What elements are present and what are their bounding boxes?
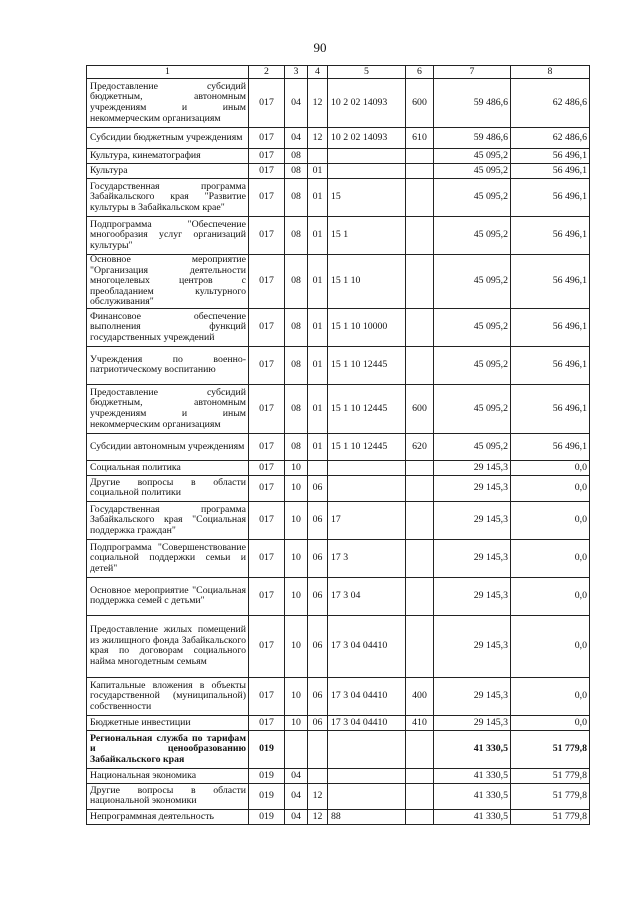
row-subsection: 06 — [308, 577, 328, 615]
row-subsection — [308, 768, 328, 783]
row-amount-col8: 0,0 — [511, 615, 590, 677]
row-ministry-code: 017 — [249, 308, 285, 346]
row-target-article: 17 3 04 — [328, 577, 406, 615]
row-ministry-code: 017 — [249, 715, 285, 730]
row-amount-col8: 51 779,8 — [511, 768, 590, 783]
row-amount-col8: 0,0 — [511, 677, 590, 715]
table-row — [87, 809, 590, 824]
table-row — [87, 149, 590, 164]
row-expense-type: 620 — [406, 433, 434, 460]
row-amount-col7: 45 095,2 — [434, 217, 511, 255]
row-expense-type — [406, 615, 434, 677]
row-amount-col8: 51 779,8 — [511, 783, 590, 809]
row-subsection: 06 — [308, 539, 328, 577]
row-amount-col7: 41 330,5 — [434, 768, 511, 783]
row-amount-col8: 56 496,1 — [511, 164, 590, 179]
row-name: Непрограммная деятельность — [87, 809, 249, 824]
row-name: Другие вопросы в области социальной политики — [87, 475, 249, 501]
row-amount-col8: 56 496,1 — [511, 255, 590, 309]
row-target-article — [328, 475, 406, 501]
row-amount-col7: 41 330,5 — [434, 730, 511, 768]
row-expense-type — [406, 164, 434, 179]
row-section: 04 — [285, 809, 308, 824]
row-target-article: 10 2 02 14093 — [328, 128, 406, 149]
table-row — [87, 783, 590, 809]
row-amount-col8: 0,0 — [511, 475, 590, 501]
row-expense-type: 600 — [406, 384, 434, 433]
row-target-article: 15 1 10 — [328, 255, 406, 309]
row-amount-col8: 0,0 — [511, 539, 590, 577]
row-name: Государственная программа Забайкальского края "Развитие культуры в Забайкальском крае" — [87, 179, 249, 217]
row-expense-type — [406, 308, 434, 346]
row-section: 08 — [285, 217, 308, 255]
row-expense-type — [406, 475, 434, 501]
row-name: Подпрограмма "Совершенствование социальной поддержки семьи и детей" — [87, 539, 249, 577]
row-target-article: 17 3 04 04410 — [328, 615, 406, 677]
table-row — [87, 346, 590, 384]
row-subsection — [308, 149, 328, 164]
row-amount-col8: 56 496,1 — [511, 217, 590, 255]
row-section: 08 — [285, 149, 308, 164]
row-amount-col8: 56 496,1 — [511, 384, 590, 433]
row-subsection — [308, 460, 328, 475]
column-header: 2 — [249, 66, 285, 79]
row-subsection: 12 — [308, 809, 328, 824]
table-row — [87, 128, 590, 149]
row-section: 08 — [285, 346, 308, 384]
row-section: 08 — [285, 164, 308, 179]
row-amount-col8: 62 486,6 — [511, 128, 590, 149]
row-target-article: 17 3 — [328, 539, 406, 577]
row-subsection: 06 — [308, 501, 328, 539]
row-target-article — [328, 149, 406, 164]
row-amount-col8: 56 496,1 — [511, 433, 590, 460]
row-ministry-code: 017 — [249, 149, 285, 164]
row-subsection: 01 — [308, 164, 328, 179]
row-ministry-code: 019 — [249, 809, 285, 824]
row-ministry-code: 017 — [249, 128, 285, 149]
table-row — [87, 730, 590, 768]
table-row — [87, 715, 590, 730]
row-section — [285, 730, 308, 768]
row-section: 04 — [285, 783, 308, 809]
row-subsection: 01 — [308, 433, 328, 460]
column-header: 7 — [434, 66, 511, 79]
table-row — [87, 164, 590, 179]
row-amount-col7: 29 145,3 — [434, 677, 511, 715]
row-name: Учреждения по военно-патриотическому воспитанию — [87, 346, 249, 384]
row-ministry-code: 017 — [249, 539, 285, 577]
table-row — [87, 308, 590, 346]
row-subsection: 12 — [308, 79, 328, 128]
budget-table — [86, 65, 590, 825]
row-amount-col8: 56 496,1 — [511, 308, 590, 346]
row-target-article — [328, 164, 406, 179]
row-subsection: 06 — [308, 677, 328, 715]
row-expense-type: 410 — [406, 715, 434, 730]
row-target-article — [328, 460, 406, 475]
row-name: Региональная служба по тарифам и ценообразованию Забайкальского края — [87, 730, 249, 768]
table-row — [87, 475, 590, 501]
row-name: Финансовое обеспечение выполнения функций государственных учреждений — [87, 308, 249, 346]
row-amount-col8: 56 496,1 — [511, 179, 590, 217]
row-section: 04 — [285, 768, 308, 783]
row-subsection: 01 — [308, 384, 328, 433]
row-amount-col8: 51 779,8 — [511, 809, 590, 824]
row-subsection: 01 — [308, 308, 328, 346]
row-ministry-code: 019 — [249, 730, 285, 768]
row-name: Предоставление субсидий бюджетным, автономным учреждениям и иным некоммерческим организациям — [87, 384, 249, 433]
row-name: Подпрограмма "Обеспечение многообразия услуг организаций культуры" — [87, 217, 249, 255]
row-target-article: 15 1 10 12445 — [328, 384, 406, 433]
row-name: Предоставление субсидий бюджетным, автономным учреждениям и иным некоммерческим организациям — [87, 79, 249, 128]
row-expense-type — [406, 255, 434, 309]
row-ministry-code: 017 — [249, 346, 285, 384]
row-ministry-code: 017 — [249, 164, 285, 179]
row-section: 10 — [285, 715, 308, 730]
row-amount-col7: 29 145,3 — [434, 460, 511, 475]
row-name: Субсидии бюджетным учреждениям — [87, 128, 249, 149]
row-amount-col7: 45 095,2 — [434, 164, 511, 179]
row-subsection: 12 — [308, 783, 328, 809]
row-target-article — [328, 768, 406, 783]
row-amount-col7: 45 095,2 — [434, 255, 511, 309]
row-expense-type: 610 — [406, 128, 434, 149]
row-ministry-code: 017 — [249, 79, 285, 128]
row-section: 10 — [285, 577, 308, 615]
row-name: Государственная программа Забайкальского края "Социальная поддержка граждан" — [87, 501, 249, 539]
column-header: 6 — [406, 66, 434, 79]
row-expense-type — [406, 730, 434, 768]
row-amount-col7: 29 145,3 — [434, 615, 511, 677]
row-target-article: 15 1 10 12445 — [328, 433, 406, 460]
row-ministry-code: 017 — [249, 433, 285, 460]
row-amount-col7: 45 095,2 — [434, 433, 511, 460]
row-amount-col7: 41 330,5 — [434, 783, 511, 809]
row-expense-type — [406, 768, 434, 783]
column-header: 4 — [308, 66, 328, 79]
row-expense-type: 400 — [406, 677, 434, 715]
row-amount-col7: 29 145,3 — [434, 501, 511, 539]
table-row — [87, 577, 590, 615]
row-ministry-code: 017 — [249, 384, 285, 433]
row-amount-col7: 29 145,3 — [434, 715, 511, 730]
row-section: 10 — [285, 539, 308, 577]
row-ministry-code: 017 — [249, 677, 285, 715]
row-section: 10 — [285, 475, 308, 501]
row-name: Предоставление жилых помещений из жилищного фонда Забайкальского края по договорам социального найма многодетным семьям — [87, 615, 249, 677]
table-row — [87, 539, 590, 577]
table-row — [87, 677, 590, 715]
row-amount-col8: 0,0 — [511, 715, 590, 730]
table-row — [87, 384, 590, 433]
row-name: Основное мероприятие "Социальная поддержка семей с детьми" — [87, 577, 249, 615]
row-name: Национальная экономика — [87, 768, 249, 783]
row-target-article: 17 — [328, 501, 406, 539]
row-section: 08 — [285, 308, 308, 346]
row-amount-col7: 45 095,2 — [434, 384, 511, 433]
row-amount-col7: 29 145,3 — [434, 539, 511, 577]
row-target-article: 17 3 04 04410 — [328, 715, 406, 730]
row-expense-type — [406, 783, 434, 809]
row-subsection: 12 — [308, 128, 328, 149]
row-section: 10 — [285, 677, 308, 715]
row-amount-col8: 51 779,8 — [511, 730, 590, 768]
row-name: Социальная политика — [87, 460, 249, 475]
table-row — [87, 217, 590, 255]
row-ministry-code: 017 — [249, 217, 285, 255]
row-expense-type — [406, 577, 434, 615]
row-name: Основное мероприятие "Организация деятельности многоцелевых центров с преобладанием культурного обслуживания" — [87, 255, 249, 309]
row-ministry-code: 019 — [249, 783, 285, 809]
row-subsection: 01 — [308, 255, 328, 309]
row-target-article: 10 2 02 14093 — [328, 79, 406, 128]
column-header: 8 — [511, 66, 590, 79]
row-target-article — [328, 783, 406, 809]
row-ministry-code: 017 — [249, 255, 285, 309]
row-amount-col7: 59 486,6 — [434, 79, 511, 128]
row-expense-type: 600 — [406, 79, 434, 128]
row-expense-type — [406, 501, 434, 539]
row-amount-col7: 59 486,6 — [434, 128, 511, 149]
row-amount-col7: 45 095,2 — [434, 179, 511, 217]
table-row — [87, 433, 590, 460]
row-section: 10 — [285, 615, 308, 677]
row-expense-type — [406, 809, 434, 824]
table-row — [87, 179, 590, 217]
row-ministry-code: 019 — [249, 768, 285, 783]
table-row — [87, 501, 590, 539]
row-amount-col8: 56 496,1 — [511, 346, 590, 384]
row-amount-col7: 29 145,3 — [434, 475, 511, 501]
row-amount-col8: 56 496,1 — [511, 149, 590, 164]
row-expense-type — [406, 149, 434, 164]
row-expense-type — [406, 217, 434, 255]
row-section: 10 — [285, 501, 308, 539]
row-subsection: 06 — [308, 615, 328, 677]
row-expense-type — [406, 179, 434, 217]
row-target-article: 15 1 10 12445 — [328, 346, 406, 384]
row-expense-type — [406, 460, 434, 475]
row-subsection: 01 — [308, 179, 328, 217]
table-row — [87, 79, 590, 128]
row-name: Субсидии автономным учреждениям — [87, 433, 249, 460]
row-amount-col7: 45 095,2 — [434, 346, 511, 384]
row-section: 08 — [285, 255, 308, 309]
row-amount-col8: 0,0 — [511, 577, 590, 615]
row-name: Другие вопросы в области национальной экономики — [87, 783, 249, 809]
table-row — [87, 460, 590, 475]
table-row — [87, 255, 590, 309]
row-amount-col8: 0,0 — [511, 501, 590, 539]
row-ministry-code: 017 — [249, 577, 285, 615]
row-subsection: 01 — [308, 217, 328, 255]
row-target-article — [328, 730, 406, 768]
row-section: 04 — [285, 79, 308, 128]
page-number: 90 — [313, 40, 327, 55]
row-target-article: 15 1 10 10000 — [328, 308, 406, 346]
row-amount-col7: 45 095,2 — [434, 149, 511, 164]
row-amount-col8: 62 486,6 — [511, 79, 590, 128]
row-ministry-code: 017 — [249, 475, 285, 501]
column-header: 1 — [87, 66, 249, 79]
row-name: Бюджетные инвестиции — [87, 715, 249, 730]
row-name: Культура — [87, 164, 249, 179]
row-section: 08 — [285, 179, 308, 217]
table-row — [87, 768, 590, 783]
column-header: 5 — [328, 66, 406, 79]
row-expense-type — [406, 539, 434, 577]
row-target-article: 15 1 — [328, 217, 406, 255]
row-ministry-code: 017 — [249, 179, 285, 217]
row-expense-type — [406, 346, 434, 384]
row-name: Капитальные вложения в объекты государственной (муниципальной) собственности — [87, 677, 249, 715]
column-header: 3 — [285, 66, 308, 79]
row-subsection: 06 — [308, 715, 328, 730]
row-ministry-code: 017 — [249, 615, 285, 677]
row-subsection — [308, 730, 328, 768]
row-section: 08 — [285, 433, 308, 460]
row-section: 10 — [285, 460, 308, 475]
row-amount-col7: 29 145,3 — [434, 577, 511, 615]
row-amount-col7: 45 095,2 — [434, 308, 511, 346]
row-target-article: 15 — [328, 179, 406, 217]
row-target-article: 17 3 04 04410 — [328, 677, 406, 715]
row-subsection: 01 — [308, 346, 328, 384]
row-section: 04 — [285, 128, 308, 149]
row-section: 08 — [285, 384, 308, 433]
row-target-article: 88 — [328, 809, 406, 824]
row-subsection: 06 — [308, 475, 328, 501]
table-row — [87, 615, 590, 677]
row-amount-col7: 41 330,5 — [434, 809, 511, 824]
table-header-row — [87, 66, 590, 79]
row-name: Культура, кинематография — [87, 149, 249, 164]
row-ministry-code: 017 — [249, 460, 285, 475]
row-amount-col8: 0,0 — [511, 460, 590, 475]
row-ministry-code: 017 — [249, 501, 285, 539]
